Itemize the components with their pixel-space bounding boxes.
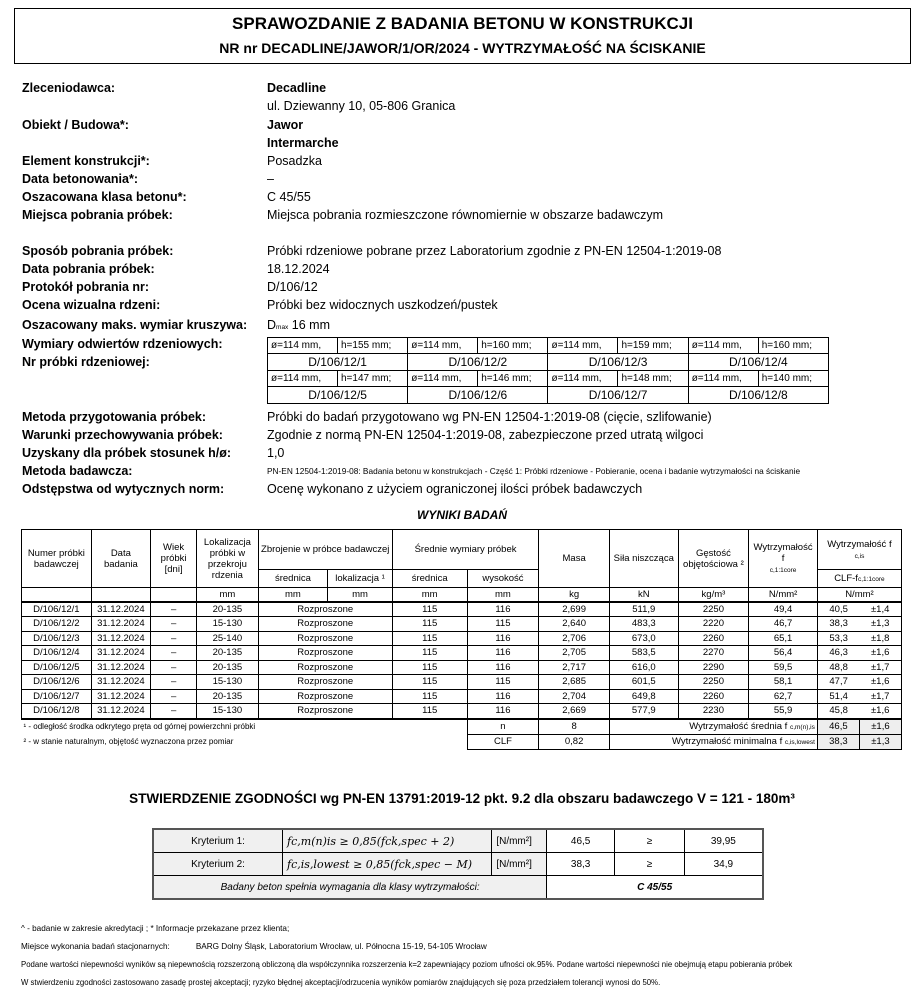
cell-loc: 20-135 [197,689,258,704]
strength-is-sub: c,is [854,552,865,560]
min-uncertainty: ±1,3 [859,734,901,749]
core-id: D/106/12/5 [268,387,408,404]
core-dim: h=160 mm; [478,338,548,354]
client-address: ul. Dziewanny 10, 05-806 Granica [267,99,456,113]
conformity-title: STWIERDZENIE ZGODNOŚCI wg PN-EN 13791:2019-12 pkt. 9.2 dla obszaru badawczego V = 121 - 180m³ [129,791,795,806]
cell-id: D/106/12/6 [22,675,92,690]
core-dim: ø=114 mm, [548,371,618,387]
mean-value: 46,5 [817,719,859,735]
cell-id: D/106/12/8 [22,704,92,719]
footer-place-label: Miejsce wykonania badań stacjonarnych: [21,942,170,951]
ratio-label: Uzyskany dla próbek stosunek h/ø: [22,446,232,460]
cell-rebar: Rozproszone [258,602,392,617]
core-dim: ø=114 mm, [688,371,758,387]
cell-d: 115 [392,646,467,661]
min-label-sub: c,is,lowest [784,738,815,746]
cell-rebar: Rozproszone [258,660,392,675]
unit-cell: N/mm² [817,588,901,602]
cell-date: 31.12.2024 [91,631,150,646]
cell-fcore: 56,4 [749,646,818,661]
cell-unc: ±1,6 [859,675,901,690]
cell-d: 115 [392,689,467,704]
cell-fcore: 59,5 [749,660,818,675]
cell-loc: 15-130 [197,617,258,632]
core-dim: ø=114 mm, [408,371,478,387]
table-row [22,704,902,719]
ratio-value: 1,0 [267,446,285,460]
criterion-2-unit: [N/mm²] [492,853,547,876]
criterion-1-operator: ≥ [615,829,685,853]
cell-h: 116 [467,660,539,675]
object-label: Obiekt / Budowa*: [22,118,129,132]
cell-density: 2250 [678,602,749,617]
deviation-label: Odstępstwa od wytycznych norm: [22,482,225,496]
header-strength-is [817,530,901,570]
cell-density: 2260 [678,689,749,704]
cell-mass: 2,669 [539,704,610,719]
report-title: SPRAWOZDANIE Z BADANIA BETONU W KONSTRUKCJI [232,14,693,33]
cell-force: 583,5 [609,646,678,661]
cell-date: 31.12.2024 [91,704,150,719]
cell-force: 649,8 [609,689,678,704]
conclusion-label: Badany beton spełnia wymagania dla klasy wytrzymałości: [153,876,547,900]
report-header [14,8,911,64]
table-row [22,689,902,704]
core-dim: h=147 mm; [338,371,408,387]
cell-unc: ±1,3 [859,617,901,632]
header-location: Lokalizacja próbki w przekroju rdzenia [197,530,258,588]
footer-accreditation: ^ - badanie w zakresie akredytacji ; * Informacje przekazane przez klienta; [21,924,290,933]
concrete-class-value: C 45/55 [267,190,311,204]
cell-mass: 2,706 [539,631,610,646]
unit-cell: mm [258,588,328,602]
cell-fis: 53,3 [817,631,859,646]
core-id: D/106/12/7 [548,387,688,404]
element-label: Element konstrukcji*: [22,154,150,168]
cell-mass: 2,704 [539,689,610,704]
cell-fcore: 55,9 [749,704,818,719]
cell-fcore: 62,7 [749,689,818,704]
core-id: D/106/12/8 [688,387,828,404]
criterion-2-label: Kryterium 2: [153,853,283,876]
core-dimensions-label: Wymiary odwiertów rdzeniowych: [22,337,223,351]
criterion-1-label: Kryterium 1: [153,829,283,853]
cell-force: 601,5 [609,675,678,690]
deviation-value: Ocenę wykonano z użyciem ograniczonej ilości próbek badawczych [267,482,643,496]
aggregate-label: Oszacowany maks. wymiar kruszywa: [22,318,248,332]
cell-unc: ±1,7 [859,660,901,675]
cell-rebar: Rozproszone [258,689,392,704]
core-id: D/106/12/1 [268,354,408,371]
cell-d: 115 [392,617,467,632]
cell-mass: 2,717 [539,660,610,675]
core-ids-label: Nr próbki rdzeniowej: [22,355,150,369]
core-id: D/106/12/6 [408,387,548,404]
mean-uncertainty: ±1,6 [859,719,901,735]
cell-force: 673,0 [609,631,678,646]
cell-fis: 47,7 [817,675,859,690]
criterion-2-operator: ≥ [615,853,685,876]
header-rebar: Zbrojenie w próbce badawczej [258,530,392,570]
cell-id: D/106/12/3 [22,631,92,646]
cell-id: D/106/12/1 [22,602,92,617]
cell-unc: ±1,8 [859,631,901,646]
mean-label [609,719,817,735]
header-dims: Średnie wymiary próbek [392,530,538,570]
cell-fis: 40,5 [817,602,859,617]
sampling-method-label: Sposób pobrania próbek: [22,244,174,258]
criterion-1-limit: 39,95 [684,829,763,853]
core-dim: h=159 mm; [618,338,688,354]
cell-h: 116 [467,602,539,617]
cell-density: 2270 [678,646,749,661]
min-label-text: Wytrzymałość minimalna f [672,735,783,747]
unit-cell [22,588,92,602]
cell-id: D/106/12/4 [22,646,92,661]
header-rebar-loc: lokalizacja ¹ [328,570,393,588]
unit-cell: kg [539,588,610,602]
strength-is-label: Wytrzymałość f [827,538,892,550]
clf-row-value: 0,82 [539,734,610,749]
strength-core-sub: c,1:1core [769,567,797,574]
footer-acceptance: W stwierdzeniu zgodności zastosowano zasadę prostej akceptacji; ryzyko błędnej akceptacji/odrzucenia wyników pomiarów znajdujących się poza przedziałem tolerancji wynosi do 50%. [21,978,661,987]
prep-label: Metoda przygotowania próbek: [22,410,207,424]
cell-age: – [151,689,197,704]
header-clf [817,570,901,588]
aggregate-d: D [267,318,277,332]
cell-unc: ±1,6 [859,646,901,661]
aggregate-size: 16 mm [288,318,330,332]
aggregate-sub: max [276,324,289,331]
unit-cell: mm [467,588,539,602]
cell-age: – [151,602,197,617]
cell-force: 616,0 [609,660,678,675]
mean-label-text: Wytrzymałość średnia f [689,720,788,732]
core-dim: ø=114 mm, [548,338,618,354]
header-mass: Masa [539,530,610,588]
footer-uncertainty: Podane wartości niepewności wyników są niepewnością rozszerzoną obliczoną dla współczynnika rozszerzenia k=2 zapewniający poziom ufności ok.95%. Podane wartości niepewności nie obejmują etapu pobierania próbek [21,960,793,969]
cell-mass: 2,699 [539,602,610,617]
storage-value: Zgodnie z normą PN-EN 12504-1:2019-08, zabezpieczone przed utratą wilgoci [267,428,704,442]
cell-unc: ±1,6 [859,704,901,719]
core-id: D/106/12/4 [688,354,828,371]
core-dim: ø=114 mm, [408,338,478,354]
table-row [22,646,902,661]
table-row [22,617,902,632]
core-dim: h=160 mm; [758,338,828,354]
criterion-1-unit: [N/mm²] [492,829,547,853]
note-1: ¹ - odległość środka odkrytego pręta od górnej powierzchni próbki [23,722,256,732]
strength-core-label: Wytrzymałość f [753,542,813,564]
core-dim: h=140 mm; [758,371,828,387]
cell-rebar: Rozproszone [258,675,392,690]
cell-mass: 2,640 [539,617,610,632]
header-date: Data badania [91,530,150,588]
cell-mass: 2,685 [539,675,610,690]
results-title: WYNIKI BADAŃ [417,508,507,522]
cell-h: 116 [467,689,539,704]
method-label: Metoda badawcza: [22,464,133,478]
concreting-date-value: – [267,172,274,186]
cell-loc: 15-130 [197,675,258,690]
header-age: Wiek próbki [dni] [151,530,197,588]
n-value: 8 [539,719,610,735]
header-rebar-diam: średnica [258,570,328,588]
core-dim: h=146 mm; [478,371,548,387]
cell-d: 115 [392,660,467,675]
cell-fis: 45,8 [817,704,859,719]
cell-date: 31.12.2024 [91,689,150,704]
footer-place-value: BARG Dolny Śląsk, Laboratorium Wrocław, ul. Północna 15-19, 54-105 Wrocław [195,942,487,951]
cell-density: 2290 [678,660,749,675]
criterion-2-formula: fc,is,lowest ≥ 0,85(fck,spec − M) [283,853,492,876]
min-label [609,734,817,749]
unit-cell: kg/m³ [678,588,749,602]
table-row [22,660,902,675]
cell-force: 483,3 [609,617,678,632]
core-id: D/106/12/2 [408,354,548,371]
cell-density: 2220 [678,617,749,632]
clf-sub: c,1:1core [857,576,885,583]
cell-h: 115 [467,617,539,632]
cell-h: 116 [467,646,539,661]
cell-h: 116 [467,704,539,719]
unit-cell: kN [609,588,678,602]
unit-cell [91,588,150,602]
cell-d: 115 [392,631,467,646]
header-dims-height: wysokość [467,570,539,588]
cell-rebar: Rozproszone [258,704,392,719]
unit-cell: mm [197,588,258,602]
results-table [21,529,902,750]
clf-label: CLF-f [834,573,858,584]
cell-id: D/106/12/7 [22,689,92,704]
criterion-2-value: 38,3 [547,853,615,876]
criterion-1-value: 46,5 [547,829,615,853]
criterion-2-limit: 34,9 [684,853,763,876]
cell-rebar: Rozproszone [258,646,392,661]
table-row [22,631,902,646]
unit-cell [151,588,197,602]
min-value: 38,3 [817,734,859,749]
sampling-place-value: Miejsca pobrania rozmieszczone równomiernie w obszarze badawczym [267,208,663,222]
cell-age: – [151,660,197,675]
concrete-class-label: Oszacowana klasa betonu*: [22,190,187,204]
note-2: ² - w stanie naturalnym, objętość wyznaczona przez pomiar [23,737,234,746]
cell-date: 31.12.2024 [91,660,150,675]
cell-force: 577,9 [609,704,678,719]
core-dim: ø=114 mm, [688,338,758,354]
cell-fis: 38,3 [817,617,859,632]
cell-unc: ±1,7 [859,689,901,704]
aggregate-value [267,318,330,332]
cell-date: 31.12.2024 [91,602,150,617]
sampling-date-label: Data pobrania próbek: [22,262,155,276]
header-strength-core [749,530,818,588]
header-dims-diam: średnica [392,570,467,588]
cell-loc: 25-140 [197,631,258,646]
visual-assessment-label: Ocena wizualna rdzeni: [22,298,161,312]
cell-fis: 48,8 [817,660,859,675]
cell-age: – [151,646,197,661]
concreting-date-label: Data betonowania*: [22,172,138,186]
client-name: Decadline [267,81,327,95]
cell-age: – [151,617,197,632]
cell-loc: 15-130 [197,704,258,719]
unit-cell: N/mm² [749,588,818,602]
footer-place [21,942,487,951]
cell-rebar: Rozproszone [258,617,392,632]
core-dim: ø=114 mm, [268,371,338,387]
cell-unc: ±1,4 [859,602,901,617]
cell-density: 2260 [678,631,749,646]
cell-fcore: 65,1 [749,631,818,646]
cell-d: 115 [392,602,467,617]
protocol-label: Protokół pobrania nr: [22,280,150,294]
cell-h: 116 [467,631,539,646]
mean-label-sub: c,m(n),is [789,723,815,731]
client-label: Zleceniodawca: [22,81,116,95]
header-density: Gęstość objętościowa ² [678,530,749,588]
cell-id: D/106/12/5 [22,660,92,675]
cell-loc: 20-135 [197,646,258,661]
cell-h: 115 [467,675,539,690]
sampling-date-value: 18.12.2024 [267,262,330,276]
unit-cell: mm [328,588,393,602]
cell-id: D/106/12/2 [22,617,92,632]
object-value-1: Jawor [267,118,304,132]
object-value-2: Intermarche [267,136,339,150]
n-label: n [467,719,539,735]
method-value: PN-EN 12504-1:2019-08: Badania betonu w konstrukcjach - Część 1: Próbki rdzeniowe - Pobieranie, ocena i badanie wytrzymałości na ściskanie [267,466,801,476]
cell-density: 2230 [678,704,749,719]
visual-assessment-value: Próbki bez widocznych uszkodzeń/pustek [267,298,498,312]
cell-loc: 20-135 [197,660,258,675]
cell-fis: 46,3 [817,646,859,661]
cell-date: 31.12.2024 [91,617,150,632]
core-dim: h=155 mm; [338,338,408,354]
conclusion-value: C 45/55 [547,876,763,900]
cell-loc: 20-135 [197,602,258,617]
core-dim: ø=114 mm, [268,338,338,354]
report-number: NR nr DECADLINE/JAWOR/1/OR/2024 - WYTRZYMAŁOŚĆ NA ŚCISKANIE [219,40,706,56]
criteria-table [152,828,764,900]
cell-fis: 51,4 [817,689,859,704]
cell-fcore: 49,4 [749,602,818,617]
results-body [22,602,902,719]
criterion-1-formula: fc,m(n)is ≥ 0,85(fck,spec + 2) [283,829,492,853]
cell-rebar: Rozproszone [258,631,392,646]
cell-age: – [151,704,197,719]
cell-fcore: 46,7 [749,617,818,632]
sampling-method-value: Próbki rdzeniowe pobrane przez Laboratorium zgodnie z PN-EN 12504-1:2019-08 [267,244,722,258]
cell-age: – [151,631,197,646]
cell-d: 115 [392,704,467,719]
unit-cell: mm [392,588,467,602]
storage-label: Warunki przechowywania próbek: [22,428,223,442]
element-value: Posadzka [267,154,322,168]
core-id: D/106/12/3 [548,354,688,371]
cell-d: 115 [392,675,467,690]
cell-date: 31.12.2024 [91,675,150,690]
clf-row-label: CLF [467,734,539,749]
sampling-place-label: Miejsca pobrania próbek: [22,208,173,222]
cell-mass: 2,705 [539,646,610,661]
header-sample: Numer próbki badawczej [22,530,92,588]
prep-value: Próbki do badań przygotowano wg PN-EN 12504-1:2019-08 (cięcie, szlifowanie) [267,410,712,424]
protocol-value: D/106/12 [267,280,318,294]
header-force: Siła niszcząca [609,530,678,588]
cell-age: – [151,675,197,690]
cell-date: 31.12.2024 [91,646,150,661]
core-dim: h=148 mm; [618,371,688,387]
table-row [22,675,902,690]
cell-force: 511,9 [609,602,678,617]
cores-table [267,337,829,404]
cell-fcore: 58,1 [749,675,818,690]
table-row [22,602,902,617]
cell-density: 2250 [678,675,749,690]
